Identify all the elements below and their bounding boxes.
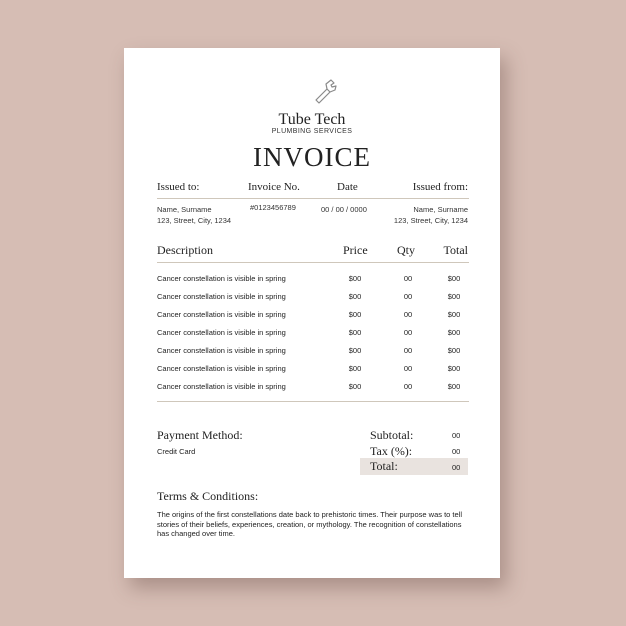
issued-to-address: 123, Street, City, 1234 bbox=[157, 216, 232, 225]
line-item-qty: 00 bbox=[403, 364, 413, 373]
line-item-description: Cancer constellation is visible in spring bbox=[157, 274, 286, 283]
line-item-description: Cancer constellation is visible in spring bbox=[157, 382, 286, 391]
wrench-icon bbox=[312, 78, 338, 104]
total-label: Total: bbox=[370, 459, 398, 473]
invoice-no-label: Invoice No. bbox=[248, 181, 300, 193]
table-bottom-divider bbox=[157, 401, 469, 402]
line-item-description: Cancer constellation is visible in spring bbox=[157, 328, 286, 337]
line-item-qty: 00 bbox=[403, 382, 413, 391]
line-item-qty: 00 bbox=[403, 346, 413, 355]
issued-from-address: 123, Street, City, 1234 bbox=[393, 216, 468, 225]
line-item-total: $00 bbox=[447, 364, 461, 373]
line-item-qty: 00 bbox=[403, 292, 413, 301]
terms-title: Terms & Conditions: bbox=[157, 489, 259, 503]
line-item-total: $00 bbox=[447, 382, 461, 391]
issued-from-label: Issued from: bbox=[412, 181, 468, 193]
total-header: Total bbox=[443, 243, 468, 257]
line-item-price: $00 bbox=[348, 328, 362, 337]
line-item-qty: 00 bbox=[403, 274, 413, 283]
issued-to-name: Name, Surname bbox=[157, 205, 212, 214]
subtotal-value: 00 bbox=[452, 431, 461, 440]
line-item-price: $00 bbox=[348, 364, 362, 373]
brand-name: Tube Tech bbox=[278, 111, 346, 128]
terms-text: The origins of the first constellations date back to prehistoric times. Their purpose was to tell stories of their beliefs, experiences, creation, or mythology. The recognition of constellations has changed over time. bbox=[157, 510, 463, 538]
invoice-sheet bbox=[124, 48, 500, 578]
line-item-total: $00 bbox=[447, 274, 461, 283]
price-header: Price bbox=[343, 243, 368, 257]
line-item-description: Cancer constellation is visible in spring bbox=[157, 292, 286, 301]
line-item-qty: 00 bbox=[403, 328, 413, 337]
subtotal-label: Subtotal: bbox=[370, 428, 414, 442]
tax-value: 00 bbox=[452, 447, 461, 456]
payment-method-label: Payment Method: bbox=[157, 428, 243, 442]
invoice-date: 00 / 00 / 0000 bbox=[321, 205, 367, 214]
payment-method-value: Credit Card bbox=[157, 447, 196, 456]
line-item-description: Cancer constellation is visible in spring bbox=[157, 346, 286, 355]
tax-label: Tax (%): bbox=[370, 444, 413, 458]
line-item-description: Cancer constellation is visible in spring bbox=[157, 310, 286, 319]
invoice-number: #0123456789 bbox=[250, 203, 296, 212]
line-item-qty: 00 bbox=[403, 310, 413, 319]
line-item-price: $00 bbox=[348, 292, 362, 301]
line-item-total: $00 bbox=[447, 346, 461, 355]
description-header: Description bbox=[157, 243, 213, 257]
line-item-total: $00 bbox=[447, 292, 461, 301]
document-title: INVOICE bbox=[253, 142, 371, 172]
table-header-divider bbox=[157, 262, 469, 263]
line-item-price: $00 bbox=[348, 346, 362, 355]
brand-subtitle: PLUMBING SERVICES bbox=[271, 128, 353, 135]
issued-to-label: Issued to: bbox=[157, 181, 200, 193]
line-item-price: $00 bbox=[348, 274, 362, 283]
line-item-total: $00 bbox=[447, 328, 461, 337]
line-item-price: $00 bbox=[348, 382, 362, 391]
total-value: 00 bbox=[452, 463, 461, 472]
line-item-price: $00 bbox=[348, 310, 362, 319]
qty-header: Qty bbox=[397, 243, 415, 257]
issued-from-name: Name, Surname bbox=[413, 205, 468, 214]
line-item-description: Cancer constellation is visible in spring bbox=[157, 364, 286, 373]
header-divider bbox=[157, 198, 469, 199]
date-label: Date bbox=[337, 181, 358, 193]
line-item-total: $00 bbox=[447, 310, 461, 319]
